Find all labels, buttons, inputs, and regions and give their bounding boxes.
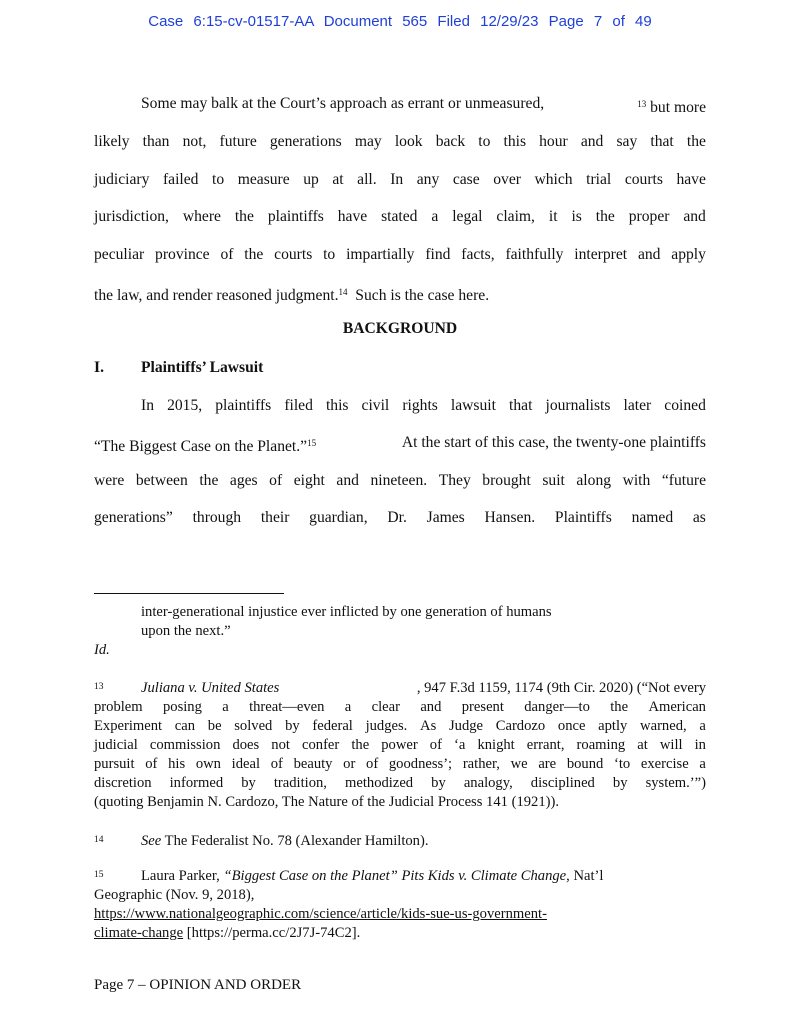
word: find (425, 246, 451, 263)
word: claim, (496, 208, 535, 225)
word: federal (312, 718, 353, 734)
word: this (325, 397, 349, 414)
word: apply (671, 246, 706, 263)
body-line (94, 170, 706, 190)
word: ‘to (614, 756, 631, 772)
footnote-line (94, 717, 706, 736)
word: plaintiffs (267, 208, 324, 225)
footnote-line: upon the next.” (141, 623, 231, 639)
filed-date: Filed 12/29/23 (437, 13, 539, 30)
word: at (637, 737, 648, 753)
word: As (420, 718, 437, 734)
word: problem (94, 699, 143, 715)
footnote-line (94, 755, 706, 774)
word: may (354, 133, 382, 150)
word: ages (229, 472, 258, 489)
word: judiciary (94, 171, 150, 188)
word: beauty (293, 756, 333, 772)
word: between (135, 472, 188, 489)
word: look (394, 133, 423, 150)
word: lawsuit (450, 397, 496, 414)
word: generations” (94, 509, 173, 526)
word: discretion (94, 775, 152, 791)
word: nineteen. (370, 472, 428, 489)
article-link[interactable]: https://www.nationalgeographic.com/science/article/kids-sue-us-government- (94, 906, 547, 922)
word: any (416, 171, 440, 188)
text: the law, and render reasoned judgment. (94, 287, 339, 304)
case-number: Case 6:15-cv-01517-AA (148, 13, 314, 30)
word: their (260, 509, 290, 526)
word: to (212, 171, 225, 188)
word: James (426, 509, 465, 526)
word: facts, (461, 246, 495, 263)
article-link[interactable]: climate-change (94, 925, 184, 941)
text: “The Biggest Case on the Planet.”$^{15}$ (94, 438, 317, 455)
footnote-line (94, 736, 706, 755)
word: to (323, 246, 336, 263)
text: Such is the case here. (347, 287, 490, 304)
word: a (431, 208, 439, 225)
footnote-separator (94, 593, 284, 594)
footnote-number: 14 (94, 835, 104, 845)
word: proper (628, 208, 670, 225)
word: bound (566, 756, 604, 772)
word: impartially (346, 246, 415, 263)
word: his (168, 756, 186, 772)
word: and (336, 472, 359, 489)
word: posing (162, 699, 202, 715)
footnote-ref[interactable]: 15 (307, 438, 317, 448)
body-line (94, 471, 706, 491)
word: the (595, 208, 615, 225)
section-title: Plaintiffs’ Lawsuit (141, 359, 264, 376)
word: of (366, 756, 379, 772)
word: filed (284, 397, 313, 414)
subsection-heading (94, 358, 706, 378)
word: the (351, 737, 370, 753)
word: civil (361, 397, 390, 414)
word: “future (661, 472, 706, 489)
page-count: Page 7 of 49 (548, 13, 652, 30)
word: solved (234, 718, 273, 734)
word: in (694, 737, 706, 753)
word: tradition, (273, 775, 327, 791)
word: In (390, 171, 404, 188)
document-number: Document 565 (323, 13, 428, 30)
word: case (452, 171, 480, 188)
word: methodized (345, 775, 414, 791)
footnote-line (94, 774, 706, 793)
word: goodness’; (388, 756, 453, 772)
word: guardian, (309, 509, 368, 526)
footnote-line: (quoting Benjamin N. Cardozo, The Nature of the Judicial Process 141 (1921)). (94, 794, 560, 810)
word: journalists (545, 397, 611, 414)
word: with (622, 472, 651, 489)
word: 2015, (167, 397, 203, 414)
word: of (269, 472, 283, 489)
word: of (220, 246, 234, 263)
word: failed (162, 171, 199, 188)
word: judicial (94, 737, 138, 753)
word: and (637, 246, 661, 263)
word: ideal (231, 756, 261, 772)
body-line (94, 282, 706, 306)
body-line (94, 433, 706, 457)
word: They (438, 472, 471, 489)
word: present (461, 699, 504, 715)
word: all. (357, 171, 377, 188)
word: peculiar (94, 246, 145, 263)
body-line (141, 94, 706, 118)
text: At the start of this case, the twenty-one plaintiffs (401, 434, 706, 451)
word: trial (586, 171, 612, 188)
body-line (94, 245, 706, 265)
word: judges. (365, 718, 408, 734)
word: up (303, 171, 319, 188)
section-heading: BACKGROUND (342, 320, 458, 337)
body-line (94, 132, 706, 152)
word: through (192, 509, 242, 526)
word: this (503, 133, 527, 150)
text: , Nat’l (566, 868, 604, 884)
word: Cardozo (495, 718, 546, 734)
word: at (332, 171, 344, 188)
word: by (241, 775, 256, 791)
word: we (510, 756, 528, 772)
word: and (420, 699, 442, 715)
word: measure (237, 171, 290, 188)
word: Plaintiffs (554, 509, 612, 526)
word: danger—to (524, 699, 590, 715)
footnote-number: 13 (94, 682, 104, 692)
word: plaintiffs (215, 397, 272, 414)
word: pursuit (94, 756, 135, 772)
body-line (141, 396, 706, 416)
word: aptly (598, 718, 628, 734)
footnote-line (141, 679, 706, 698)
word: roaming (576, 737, 626, 753)
text: The Federalist No. 78 (Alexander Hamilton). (161, 833, 429, 849)
word: by (285, 718, 300, 734)
word: Hansen. (484, 509, 536, 526)
word: that (650, 133, 674, 150)
word: system.’”) (645, 775, 706, 791)
word: interpret (574, 246, 628, 263)
word: Experiment (94, 718, 163, 734)
text: , 947 F.3d 1159, 1174 (9th Cir. 2020) (“Not every (416, 680, 706, 696)
word: is (571, 208, 582, 225)
case-name: Juliana v. United States (141, 680, 280, 696)
word: rights (402, 397, 438, 414)
word: named (631, 509, 674, 526)
word: can (174, 718, 196, 734)
word: future (219, 133, 257, 150)
word: ‘a (454, 737, 466, 753)
word: faithfully (505, 246, 564, 263)
page-footer: Page 7 – OPINION AND ORDER (94, 977, 302, 993)
footnote-line: Id. (94, 642, 110, 658)
word: courts (624, 171, 663, 188)
word: over (493, 171, 521, 188)
word: not (271, 737, 290, 753)
word: confer (302, 737, 340, 753)
footnote-ref[interactable]: $^{13}$ but more (637, 99, 706, 116)
word: commission (149, 737, 221, 753)
word: jurisdiction, (94, 208, 169, 225)
word: In (141, 397, 154, 414)
word: stated (381, 208, 418, 225)
word: by (612, 775, 628, 791)
word: the (234, 208, 254, 225)
word: be (207, 718, 222, 734)
word: legal (452, 208, 483, 225)
word: the (686, 133, 706, 150)
word: American (648, 699, 706, 715)
word: have (337, 208, 368, 225)
footnote-ref[interactable]: 14 (338, 287, 348, 297)
word: a (222, 699, 229, 715)
word: brought (482, 472, 531, 489)
body-line (94, 207, 706, 227)
word: as (692, 509, 706, 526)
footnote-line (94, 698, 706, 717)
word: errant, (526, 737, 565, 753)
signal: See (141, 833, 162, 849)
word: back (435, 133, 466, 150)
word: a (699, 718, 706, 734)
section-number: I. (94, 359, 104, 376)
word: province (155, 246, 210, 263)
text: Some may balk at the Court’s approach as errant or unmeasured, (141, 95, 545, 112)
word: which (534, 171, 573, 188)
word: eight (293, 472, 325, 489)
word: to (478, 133, 491, 150)
word: of (429, 737, 442, 753)
footnote-line (94, 924, 706, 943)
footnote-line (94, 905, 706, 924)
word: than (142, 133, 170, 150)
word: not, (182, 133, 207, 150)
word: were (94, 472, 125, 489)
word: it (548, 208, 558, 225)
word: informed (169, 775, 224, 791)
article-title: “Biggest Case on the Planet” Pits Kids v. Climate Change (223, 868, 567, 884)
word: rather, (462, 756, 500, 772)
word: hour (539, 133, 568, 150)
footnote-number: 15 (94, 870, 104, 880)
word: and (580, 133, 604, 150)
word: or (343, 756, 356, 772)
word: exercise (640, 756, 689, 772)
perma-link: [https://perma.cc/2J7J-74C2]. (183, 925, 361, 941)
word: the (610, 699, 629, 715)
word: does (232, 737, 260, 753)
text: but more (646, 99, 706, 116)
word: power (381, 737, 418, 753)
word: by (431, 775, 446, 791)
word: a (344, 699, 352, 715)
word: own (195, 756, 221, 772)
word: the (244, 246, 264, 263)
word: and (683, 208, 706, 225)
word: will (659, 737, 683, 753)
word: analogy, (463, 775, 513, 791)
word: suit (542, 472, 565, 489)
word: say (616, 133, 638, 150)
author: Laura Parker, (141, 868, 224, 884)
word: coined (664, 397, 706, 414)
word: disciplined (530, 775, 595, 791)
word: a (699, 756, 706, 772)
footnote-line (141, 832, 706, 851)
word: generations (269, 133, 342, 150)
footnote-line: inter-generational injustice ever inflicted by one generation of humans (141, 604, 552, 620)
word: that (509, 397, 533, 414)
word: of (145, 756, 158, 772)
footnote-line: Geographic (Nov. 9, 2018), (94, 887, 255, 903)
word: where (182, 208, 221, 225)
word: knight (477, 737, 515, 753)
word: of (270, 756, 283, 772)
word: likely (94, 133, 130, 150)
word: threat—even (249, 699, 325, 715)
ecf-header (0, 13, 800, 30)
footnote-line (141, 867, 706, 886)
word: courts (274, 246, 313, 263)
word: have (676, 171, 706, 188)
body-line (94, 508, 706, 528)
word: Dr. (387, 509, 407, 526)
word: Judge (448, 718, 484, 734)
word: the (199, 472, 219, 489)
word: along (576, 472, 612, 489)
word: later (623, 397, 652, 414)
word: clear (371, 699, 400, 715)
word: warned, (640, 718, 687, 734)
word: once (557, 718, 586, 734)
word: are (538, 756, 557, 772)
